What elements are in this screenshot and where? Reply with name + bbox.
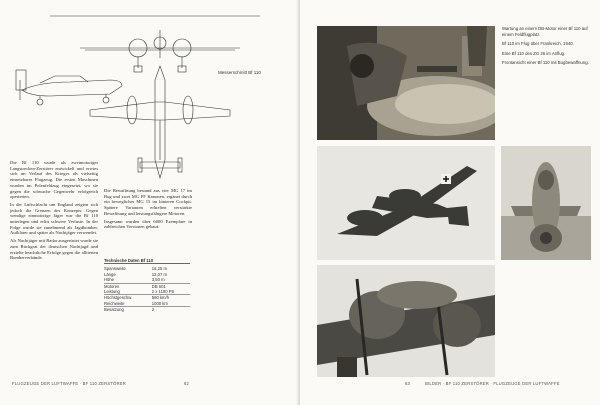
spec-key: Motoren bbox=[104, 283, 152, 289]
photo-aircraft-in-flight bbox=[317, 146, 495, 260]
spec-key: Leistung bbox=[104, 289, 120, 295]
caption: Eine Bf 110 des ZG 26 im Anflug. bbox=[502, 50, 566, 56]
specifications-table bbox=[104, 258, 190, 370]
footer-right-page-number: 63 bbox=[405, 381, 411, 386]
paragraph: Die Bf 110 wurde als zweimotoriger Langstrecken-Zerstörer entwickelt und erwies sich im Verlauf des Krieges als vielseitig einsetzbares Flugzeug. Die ersten Maschinen wurden im Polenfeldzug eingesetzt, wo sie gegen die schwache Gegenwehr erfolgreich operierten. bbox=[10, 160, 98, 200]
footer-left-page-number: 62 bbox=[184, 381, 190, 386]
caption: Bf 110 im Flug über Frankreich, 1940. bbox=[502, 41, 574, 47]
spec-key: Höchstgeschw. bbox=[104, 295, 152, 301]
caption: Frontansicht einer Bf 110 mit Bugbewaffnung. bbox=[502, 60, 589, 66]
spec-value: 560 km/h bbox=[152, 295, 190, 301]
paragraph: In der Luftschlacht um England zeigten sich jedoch die Grenzen des Konzepts: Gegen wendige einmotorige Jäger war die Bf 110 unterlegen und erlitt schwere Verluste. In der Folge wurde sie zunehmend als Jagdbomber, Aufklärer und später als Nachtjäger verwendet. bbox=[10, 201, 98, 236]
spec-key: Höhe bbox=[104, 277, 115, 283]
spec-key: Länge bbox=[104, 271, 116, 277]
spec-key: Besatzung bbox=[104, 307, 152, 313]
right-page-captions bbox=[502, 26, 592, 70]
spec-key: Reichweite bbox=[104, 300, 125, 306]
paragraph: Insgesamt wurden über 6000 Exemplare in zahlreichen Versionen gebaut. bbox=[104, 218, 192, 230]
spec-value: 2 x 1100 PS bbox=[151, 289, 175, 295]
spec-value: 12,07 m bbox=[151, 271, 167, 277]
footer-right-running-title: BILDER · BF 110 ZERSTÖRER · FLUGZEUGE DER LUFTWAFFE bbox=[425, 381, 560, 386]
spec-key: Spannweite bbox=[104, 266, 126, 272]
caption: Wartung an einem DB-Motor einer Bf 110 auf einem Feldflugplatz. bbox=[502, 26, 588, 37]
drawing-caption: Messerschmitt Bf 110 bbox=[218, 70, 261, 75]
photo-engine-maintenance bbox=[317, 26, 495, 140]
photo-aircraft-front-view bbox=[501, 146, 591, 260]
spec-row bbox=[104, 307, 190, 313]
specs-title: Technische Daten Bf 110 bbox=[104, 258, 190, 264]
text-column-1 bbox=[10, 160, 98, 378]
footer-left-running-title: FLUGZEUGE DER LUFTWAFFE · BF 110 ZERSTÖRER bbox=[12, 381, 127, 386]
text-column-2 bbox=[104, 188, 192, 254]
spec-value: 1000 km bbox=[151, 300, 168, 306]
photo-aircraft-on-ground bbox=[317, 265, 495, 377]
paragraph: Als Nachtjäger mit Radar ausgerüstet wurde sie zum Rückgrat der deutschen Nachtjagd und erzielte beachtliche Erfolge gegen die alliierten Bomberverbände. bbox=[10, 238, 98, 261]
paragraph: Die Bewaffnung bestand aus vier MG 17 im Bug und zwei MG FF Kanonen, ergänzt durch ein bewegliches MG 15 im hinteren Cockpit. Spätere Varianten erhielten verstärkte Bewaffnung und leistungsfähigere Motoren. bbox=[104, 188, 192, 216]
spec-value: 2 bbox=[152, 307, 190, 313]
spec-value: DB 601 bbox=[152, 283, 190, 289]
spec-value: 16,25 m bbox=[151, 266, 167, 272]
spec-value: 3,50 m bbox=[151, 277, 165, 283]
